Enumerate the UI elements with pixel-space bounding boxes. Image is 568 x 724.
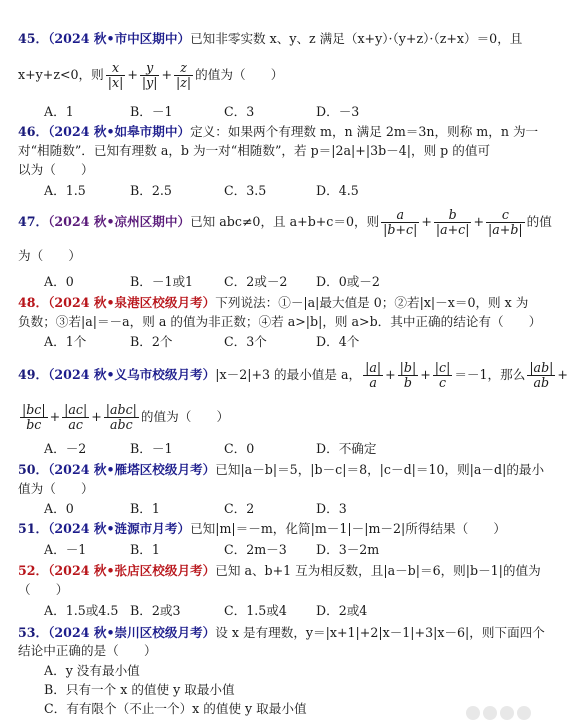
q50-option-d[interactable]: D．3	[316, 501, 347, 516]
q52-option-c[interactable]: C．1.5或4	[224, 603, 287, 618]
q47-option-b[interactable]: B．－1或1	[130, 274, 194, 289]
q46-line3: 以为（ ）	[18, 162, 94, 177]
q52-line2: （ ）	[18, 582, 69, 597]
q48-option-a[interactable]: A．1个	[44, 334, 87, 349]
q50-option-b[interactable]: B．1	[130, 501, 160, 516]
q49-line1: 49．（2024 秋•义乌市校级月考）|x－2|+3 的最小值是 a， $\frac{|a|}{a}$ + $\frac{|b|}{b}$ + $\frac{|c|}{c}$ ＝－1，那么 $\frac{|ab|}{ab}$ +	[18, 360, 568, 390]
q48-option-d[interactable]: D．4个	[316, 334, 360, 349]
q48-source: （2024 秋•泉港区校级月考）	[48, 295, 216, 310]
q53-option-a[interactable]: A．y 没有最小值	[44, 663, 140, 678]
q45-option-a[interactable]: A．1	[44, 104, 74, 119]
q49-line2: $\frac{|bc|}{bc}$ + $\frac{|ac|}{ac}$ + $\frac{\text{|abc|}}{\text{abc}}$ 的值为（ ）	[22, 402, 230, 432]
more-dots-icon[interactable]	[466, 706, 532, 720]
q49-text1a: |x－2|+3 的最小值是 a，	[215, 367, 362, 382]
q46-text1: 定义：如果两个有理数 m，n 满足 2m＝3n，则称 m，n 为一	[190, 124, 539, 139]
q47-text1b: 的值	[526, 214, 552, 229]
q50-text1: 已知|a－b|＝5，|b－c|＝8，|c－d|＝10，则|a－d|的最小	[215, 462, 545, 477]
q48-option-c[interactable]: C．3个	[224, 334, 267, 349]
q46-source: （2024 秋•如皋市期中）	[48, 124, 191, 139]
q49-text2b: 的值为（ ）	[140, 409, 230, 424]
q51-option-b[interactable]: B．1	[130, 542, 160, 557]
q50-source: （2024 秋•雁塔区校级月考）	[48, 462, 216, 477]
q52-option-d[interactable]: D．2或4	[316, 603, 368, 618]
q47-line1: 47．（2024 秋•凉州区期中）已知 abc≠0，且 a+b+c＝0，则 $\frac{a}{|b+c|}$ + $\frac{b}{|a+c|}$ + $\frac{c}{|a+b|}$ 的值	[18, 207, 552, 237]
q46-line2: 对“相随数”．已知有理数 a，b 为一对“相随数”，若 p＝|2a|+|3b－4|，则 p 的值可	[18, 143, 491, 158]
q45-option-d[interactable]: D．－3	[316, 104, 360, 119]
q45-text2b: 的值为（ ）	[195, 67, 284, 82]
q46-option-d[interactable]: D．4.5	[316, 183, 359, 198]
q46-line1	[18, 123, 538, 141]
q45-option-b[interactable]: B．－1	[130, 104, 173, 119]
q45-number: 45．	[18, 31, 49, 46]
q45-text2a: x+y+z<0，则	[18, 67, 104, 82]
q46-option-a[interactable]: A．1.5	[44, 183, 86, 198]
q45-text1: 已知非零实数 x、y、z 满足（x+y）·（y+z）·（z+x）＝0，且	[190, 31, 523, 46]
q47-source: （2024 秋•凉州区期中）	[48, 214, 191, 229]
q49-option-b[interactable]: B．－1	[130, 441, 173, 456]
q48-line1	[18, 294, 528, 312]
q53-line1	[18, 624, 545, 642]
q48-line2: 负数；③若|a|＝－a，则 a 的值为非正数；④若 a>|b|，则 a>b．其中正确的结论有（ ）	[18, 314, 542, 329]
q53-number: 53．	[18, 625, 49, 640]
q47-option-d[interactable]: D．0或－2	[316, 274, 380, 289]
q45-option-c[interactable]: C．3	[224, 104, 255, 119]
q45-source: （2024 秋•市中区期中）	[48, 31, 191, 46]
q52-number: 52．	[18, 563, 49, 578]
q50-line1	[18, 461, 544, 479]
q51-option-a[interactable]: A．－1	[44, 542, 87, 557]
q53-option-b[interactable]: B．只有一个 x 的值使 y 取最小值	[44, 682, 235, 697]
q50-option-a[interactable]: A．0	[44, 501, 74, 516]
q51-number: 51．	[18, 521, 49, 536]
q53-text1: 设 x 是有理数，y＝|x+1|+2|x－1|+3|x－6|，则下面四个	[215, 625, 545, 640]
q52-source: （2024 秋•张店区校级月考）	[48, 563, 216, 578]
q53-source: （2024 秋•崇川区校级月考）	[48, 625, 216, 640]
q52-line1	[18, 562, 541, 580]
q49-text1b: ＝－1，那么	[454, 367, 526, 382]
q52-text1: 已知 a、b+1 互为相反数，且|a－b|＝6，则|b－1|的值为	[215, 563, 541, 578]
q51-option-c[interactable]: C．2m－3	[224, 542, 287, 557]
q52-option-a[interactable]: A．1.5或4.5	[44, 603, 119, 618]
q46-number: 46．	[18, 124, 49, 139]
q48-number: 48．	[18, 295, 49, 310]
q47-number: 47．	[18, 214, 49, 229]
q51-text1: 已知|m|＝－m，化简|m－1|－|m－2|所得结果（ ）	[190, 521, 507, 536]
q47-option-c[interactable]: C．2或－2	[224, 274, 288, 289]
q49-option-c[interactable]: C．0	[224, 441, 255, 456]
q47-line2: 为（ ）	[18, 248, 81, 263]
q53-line2: 结论中正确的是（ ）	[18, 643, 157, 658]
q46-option-c[interactable]: C．3.5	[224, 183, 267, 198]
q50-number: 50．	[18, 462, 49, 477]
q46-option-b[interactable]: B．2.5	[130, 183, 172, 198]
q45-line1	[18, 30, 522, 48]
q50-line2: 值为（ ）	[18, 481, 94, 496]
q47-text1a: 已知 abc≠0，且 a+b+c＝0，则	[190, 214, 380, 229]
q51-option-d[interactable]: D．3－2m	[316, 542, 380, 557]
q53-option-c[interactable]: C．有有限个（不止一个）x 的值使 y 取最小值	[44, 701, 307, 716]
q51-source: （2024 秋•涟源市月考）	[48, 521, 191, 536]
q51-line1	[18, 520, 506, 538]
q48-option-b[interactable]: B．2个	[130, 334, 173, 349]
q48-text1: 下列说法：①－|a|最大值是 0；②若|x|－x＝0，则 x 为	[215, 295, 529, 310]
q49-option-d[interactable]: D．不确定	[316, 441, 377, 456]
q45-line2: x+y+z<0，则 $\frac{x}{|x|}$ + $\frac{y}{|y|}$ + $\frac{z}{|z|}$ 的值为（ ）	[18, 60, 284, 90]
q49-source: （2024 秋•义乌市校级月考）	[48, 367, 216, 382]
q47-option-a[interactable]: A．0	[44, 274, 74, 289]
q52-option-b[interactable]: B．2或3	[130, 603, 181, 618]
q49-number: 49．	[18, 367, 49, 382]
q50-option-c[interactable]: C．2	[224, 501, 255, 516]
q49-option-a[interactable]: A．－2	[44, 441, 87, 456]
